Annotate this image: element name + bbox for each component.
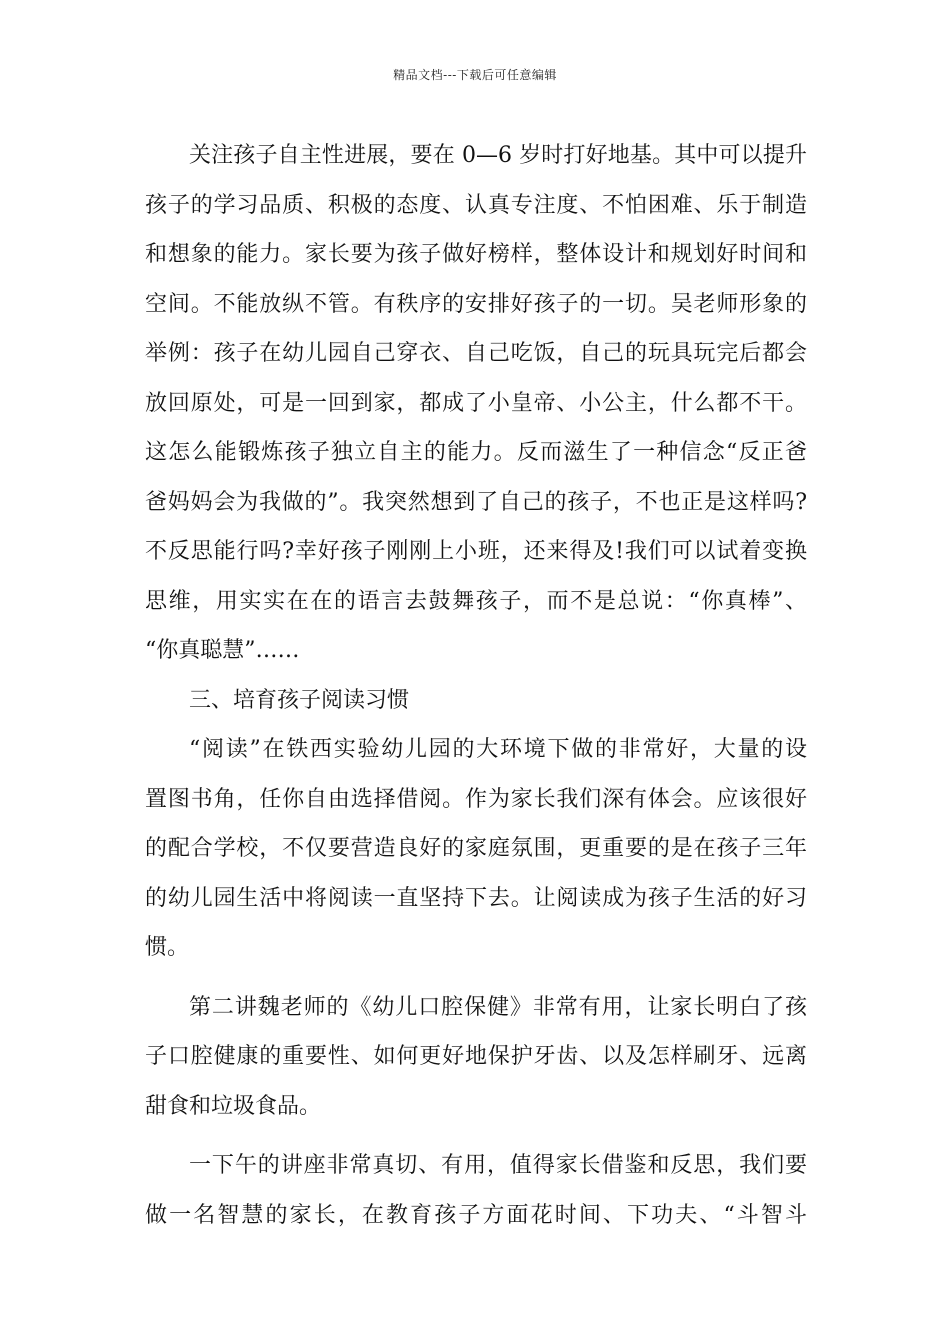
text-line: 惯。 bbox=[145, 935, 190, 960]
text-line: 一下午的讲座非常真切、有用，值得家长借鉴和反思，我们要 bbox=[189, 1153, 807, 1178]
text-line: 不反思能行吗?幸好孩子刚刚上小班，还来得及!我们可以试着变换 bbox=[145, 539, 807, 564]
text-line: 三、培育孩子阅读习惯 bbox=[189, 687, 410, 713]
text-line: 爸妈妈会为我做的”。我突然想到了自己的孩子，不也正是这样吗? bbox=[145, 489, 807, 515]
text-line: 思维，用实实在在的语言去鼓舞孩子，而不是总说：“你真棒”、 bbox=[145, 588, 807, 614]
text-line: 的配合学校，不仅要营造良好的家庭氛围，更重要的是在孩子三年 bbox=[145, 836, 807, 861]
text-line: 举例：孩子在幼儿园自己穿衣、自己吃饭，自己的玩具玩完后都会 bbox=[145, 341, 807, 366]
text-line: 做一名智慧的家长，在教育孩子方面花时间、下功夫、“斗智斗 bbox=[145, 1202, 807, 1228]
text-line: “阅读”在铁西实验幼儿园的大环境下做的非常好，大量的设 bbox=[189, 737, 807, 762]
document-body bbox=[145, 131, 807, 1240]
text-line: 这怎么能锻炼孩子独立自主的能力。反而滋生了一种信念“反正爸 bbox=[145, 440, 807, 465]
text-line: 子口腔健康的重要性、如何更好地保护牙齿、以及怎样刷牙、远离 bbox=[145, 1044, 807, 1069]
text-line: 甜食和垃圾食品。 bbox=[145, 1093, 322, 1119]
text-line: 和想象的能力。家长要为孩子做好榜样，整体设计和规划好时间和 bbox=[145, 242, 807, 267]
text-line: 的幼儿园生活中将阅读一直坚持下去。让阅读成为孩子生活的好习 bbox=[145, 885, 807, 911]
text-line: 置图书角，任你自由选择借阅。作为家长我们深有体会。应该很好 bbox=[145, 786, 807, 812]
text-line: 关注孩子自主性进展，要在 0—6 岁时打好地基。其中可以提升 bbox=[189, 143, 807, 168]
text-line: 第二讲魏老师的《幼儿口腔保健》非常有用，让家长明白了孩 bbox=[189, 994, 807, 1020]
page-header: 精品文档---下载后可任意编辑 bbox=[393, 68, 557, 82]
text-line: 空间。不能放纵不管。有秩序的安排好孩子的一切。吴老师形象的 bbox=[145, 291, 807, 317]
text-line: 放回原处，可是一回到家，都成了小皇帝、小公主，什么都不干。 bbox=[145, 390, 807, 416]
text-line: “你真聪慧”…… bbox=[145, 638, 300, 663]
text-line: 孩子的学习品质、积极的态度、认真专注度、不怕困难、乐于制造 bbox=[145, 192, 807, 218]
